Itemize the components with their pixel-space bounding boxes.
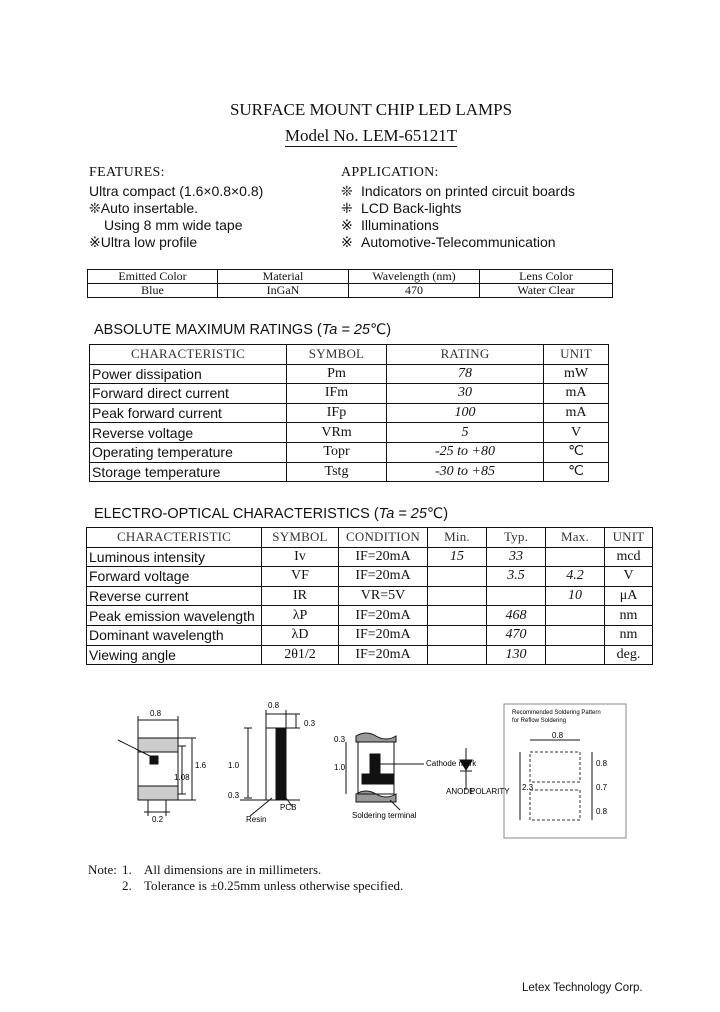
table-cell: Reverse current — [87, 586, 262, 606]
table-row — [90, 462, 609, 482]
table-cell: Topr — [287, 442, 387, 462]
table-cell — [428, 645, 487, 665]
table-cell — [546, 645, 605, 665]
table-cell: Blue — [88, 284, 218, 298]
table-row — [90, 442, 609, 462]
table-cell: 4.2 — [546, 567, 605, 587]
dim-pattern-b: 0.7 — [596, 783, 608, 792]
resin-body — [276, 728, 286, 800]
table-cell: mcd — [605, 547, 653, 567]
table-cell: IF=20mA — [339, 645, 428, 665]
table-cell: IF=20mA — [339, 625, 428, 645]
table-cell: IFp — [287, 403, 387, 423]
table-header-cell: RATING — [387, 345, 544, 365]
table-cell — [546, 625, 605, 645]
table-header-cell: Emitted Color — [88, 270, 218, 284]
table-cell: Peak emission wavelength — [87, 606, 262, 626]
table-cell: -30 to +85 — [387, 462, 544, 482]
pcb-label: PCB — [280, 803, 297, 812]
table-cell: λD — [262, 625, 339, 645]
anode-label: ANODE — [446, 787, 475, 796]
feature-item: Using 8 mm wide tape — [104, 217, 243, 233]
table-cell: 15 — [428, 547, 487, 567]
table-cell: Viewing angle — [87, 645, 262, 665]
table-header-row — [87, 528, 653, 548]
table-cell: VR=5V — [339, 586, 428, 606]
table-cell: 130 — [487, 645, 546, 665]
dim-pattern-c: 0.8 — [596, 807, 608, 816]
model-number: Model No. LEM-65121T — [284, 126, 458, 145]
table-cell: Peak forward current — [90, 403, 287, 423]
table-cell: nm — [605, 625, 653, 645]
table-cell: Water Clear — [480, 284, 613, 298]
application-item: ❊ Indicators on printed circuit boards — [341, 183, 575, 199]
table-cell: Forward direct current — [90, 384, 287, 404]
table-cell: Reverse voltage — [90, 423, 287, 443]
table-cell: VF — [262, 567, 339, 587]
features-list — [89, 183, 263, 251]
table-cell: ℃ — [544, 462, 609, 482]
table-row — [87, 547, 653, 567]
dim-side-033: 0.3 — [304, 719, 316, 728]
dim-d02: 0.2 — [152, 815, 164, 824]
table-row — [87, 586, 653, 606]
table-row — [88, 284, 613, 298]
table-row — [87, 645, 653, 665]
table-cell: 470 — [349, 284, 480, 298]
abs-max-table — [89, 344, 609, 482]
application-item: ⁜ LCD Back-lights — [341, 200, 462, 216]
side-view — [240, 710, 300, 816]
table-header-cell: Wavelength (nm) — [349, 270, 480, 284]
table-cell — [546, 547, 605, 567]
dim-front-03: 0.3 — [334, 735, 346, 744]
table-cell — [546, 606, 605, 626]
table-cell: InGaN — [218, 284, 349, 298]
table-cell: Operating temperature — [90, 442, 287, 462]
table-cell: -25 to +80 — [387, 442, 544, 462]
table-cell: Forward voltage — [87, 567, 262, 587]
dim-side-03: 0.3 — [228, 791, 240, 800]
table-cell — [428, 606, 487, 626]
table-cell: 78 — [387, 364, 544, 384]
application-heading: APPLICATION: — [341, 165, 439, 180]
table-cell: ℃ — [544, 442, 609, 462]
dim-length: 1.6 — [195, 761, 207, 770]
table-cell: Pm — [287, 364, 387, 384]
table-cell: Luminous intensity — [87, 547, 262, 567]
table-header-cell: UNIT — [544, 345, 609, 365]
note-item: 2. Tolerance is ±0.25mm unless otherwise specified. — [122, 878, 404, 893]
table-cell: μA — [605, 586, 653, 606]
table-cell — [487, 586, 546, 606]
table-cell: V — [544, 423, 609, 443]
table-row — [87, 606, 653, 626]
resin-label: Resin — [246, 815, 267, 824]
table-cell: Storage temperature — [90, 462, 287, 482]
summary-table — [87, 269, 613, 298]
package-drawing — [100, 698, 640, 848]
table-cell: 470 — [487, 625, 546, 645]
table-cell — [428, 625, 487, 645]
dim-pattern-width: 0.8 — [552, 731, 564, 740]
table-cell: 2θ1/2 — [262, 645, 339, 665]
table-cell — [428, 567, 487, 587]
table-row — [87, 625, 653, 645]
table-cell: mA — [544, 403, 609, 423]
dim-side-width: 0.8 — [268, 701, 280, 710]
application-item: ※ Automotive-Telecommunication — [341, 234, 556, 250]
dim-width: 0.8 — [150, 709, 162, 718]
table-header-row — [90, 345, 609, 365]
table-header-cell: Max. — [546, 528, 605, 548]
table-cell: Power dissipation — [90, 364, 287, 384]
notes — [88, 862, 403, 894]
top-view — [118, 716, 196, 816]
application-item: ※ Illuminations — [341, 217, 439, 233]
table-row — [90, 403, 609, 423]
electro-title: ELECTRO-OPTICAL CHARACTERISTICS (Ta = 25℃) — [94, 506, 449, 522]
table-cell: 30 — [387, 384, 544, 404]
company-name: Letex Technology Corp. — [522, 982, 643, 994]
table-cell: λP — [262, 606, 339, 626]
table-header-cell: SYMBOL — [262, 528, 339, 548]
table-cell: Dominant wavelength — [87, 625, 262, 645]
table-cell: VRm — [287, 423, 387, 443]
dim-pattern-d: 2.3 — [522, 783, 534, 792]
table-cell: 468 — [487, 606, 546, 626]
solder-pattern-subtitle: for Reflow Soldering — [512, 718, 567, 724]
table-cell: nm — [605, 606, 653, 626]
table-cell: Tstg — [287, 462, 387, 482]
table-cell: IF=20mA — [339, 547, 428, 567]
table-cell: mA — [544, 384, 609, 404]
table-cell: IR — [262, 586, 339, 606]
soldering-terminal-label: Soldering terminal — [352, 811, 417, 820]
table-header-cell: SYMBOL — [287, 345, 387, 365]
dim-pattern-a: 0.8 — [596, 759, 608, 768]
table-header-cell: CHARACTERISTIC — [87, 528, 262, 548]
soldering-pattern — [504, 704, 626, 838]
feature-item: ❊Auto insertable. — [89, 200, 199, 216]
dim-side-10: 1.0 — [228, 761, 240, 770]
table-cell: 100 — [387, 403, 544, 423]
table-header-cell: UNIT — [605, 528, 653, 548]
electro-table — [86, 527, 653, 665]
cathode-mark-icon — [150, 756, 158, 764]
polarity-icon — [460, 748, 472, 790]
table-row — [90, 384, 609, 404]
table-row — [87, 567, 653, 587]
dim-height: 1.08 — [174, 773, 190, 782]
table-cell: Iv — [262, 547, 339, 567]
polarity-label: POLARITY — [470, 787, 510, 796]
table-cell: IFm — [287, 384, 387, 404]
table-header-row — [88, 270, 613, 284]
solder-pattern-title: Recommended Soldering Pattern — [512, 710, 601, 716]
table-header-cell: Min. — [428, 528, 487, 548]
table-header-cell: Typ. — [487, 528, 546, 548]
cathode-mark-label: Cathode mark — [426, 759, 477, 768]
table-row — [90, 423, 609, 443]
table-cell — [428, 586, 487, 606]
table-cell: IF=20mA — [339, 567, 428, 587]
table-header-cell: CHARACTERISTIC — [90, 345, 287, 365]
feature-item: ※Ultra low profile — [89, 234, 198, 250]
table-cell: IF=20mA — [339, 606, 428, 626]
table-cell: 3.5 — [487, 567, 546, 587]
table-cell: 10 — [546, 586, 605, 606]
features-heading: FEATURES: — [89, 165, 165, 180]
table-row — [90, 364, 609, 384]
table-cell: mW — [544, 364, 609, 384]
application-list — [341, 183, 575, 251]
document-title: SURFACE MOUNT CHIP LED LAMPS — [229, 100, 513, 119]
front-view — [346, 733, 424, 810]
table-header-cell: Material — [218, 270, 349, 284]
abs-max-title: ABSOLUTE MAXIMUM RATINGS (Ta = 25℃) — [94, 322, 392, 338]
table-header-cell: CONDITION — [339, 528, 428, 548]
feature-item: Ultra compact (1.6×0.8×0.8) — [89, 183, 264, 199]
table-cell: V — [605, 567, 653, 587]
table-cell: 33 — [487, 547, 546, 567]
dim-front-10: 1.0 — [334, 763, 346, 772]
table-header-cell: Lens Color — [480, 270, 613, 284]
table-cell: deg. — [605, 645, 653, 665]
table-cell: 5 — [387, 423, 544, 443]
note-item: Note: 1. All dimensions are in millimeters. — [88, 862, 322, 877]
